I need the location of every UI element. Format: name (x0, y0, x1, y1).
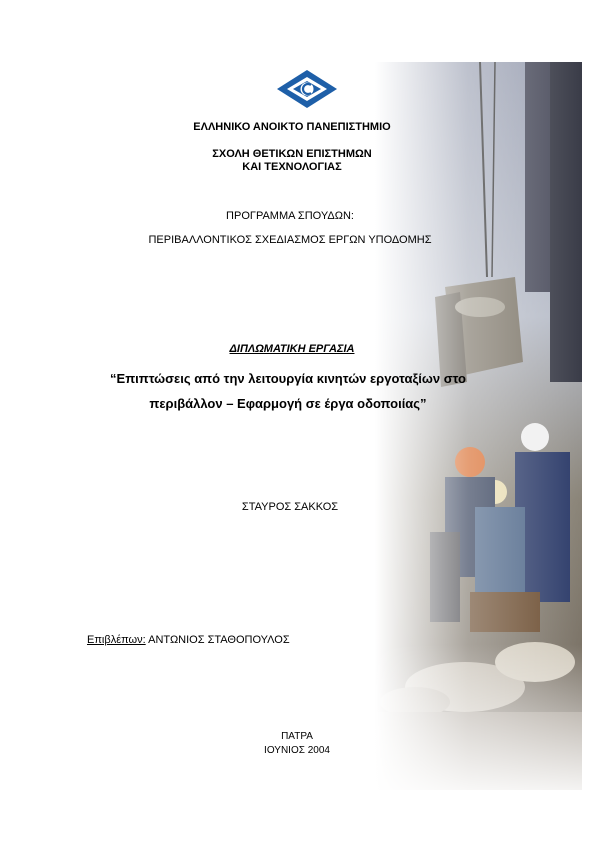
university-logo-icon (275, 68, 339, 110)
supervisor (87, 634, 290, 646)
thesis-type-label: ΔΙΠΛΩΜΑΤΙΚΗ ΕΡΓΑΣΙΑ (229, 343, 355, 355)
school-name-line1: ΣΧΟΛΗ ΘΕΤΙΚΩΝ ΕΠΙΣΤΗΜΩΝ (212, 148, 372, 160)
program-label: ΠΡΟΓΡΑΜΜΑ ΣΠΟΥΔΩΝ: (226, 210, 354, 222)
thesis-title-line2: περιβάλλον – Εφαρμογή σε έργα οδοποιίας” (149, 396, 427, 411)
author-name: ΣΤΑΥΡΟΣ ΣΑΚΚΟΣ (241, 501, 339, 513)
school-name-line2: ΚΑΙ ΤΕΧΝΟΛΟΓΙΑΣ (242, 161, 342, 173)
supervisor-label: Επιβλέπων: (87, 634, 146, 646)
city: ΠΑΤΡΑ (281, 731, 313, 742)
thesis-title-line1: “Επιπτώσεις από την λειτουργία κινητών εργοταξίων στο (110, 371, 466, 386)
supervisor-name: ΑΝΤΩΝΙΟΣ ΣΤΑΘΟΠΟΥΛΟΣ (145, 634, 290, 646)
program-name: ΠΕΡΙΒΑΛΛΟΝΤΙΚΟΣ ΣΧΕΔΙΑΣΜΟΣ ΕΡΓΩΝ ΥΠΟΔΟΜΗΣ (148, 234, 432, 246)
university-name: ΕΛΛΗΝΙΚΟ ΑΝΟΙΚΤΟ ΠΑΝΕΠΙΣΤΗΜΙΟ (193, 121, 391, 133)
date: ΙΟΥΝΙΟΣ 2004 (264, 745, 330, 756)
